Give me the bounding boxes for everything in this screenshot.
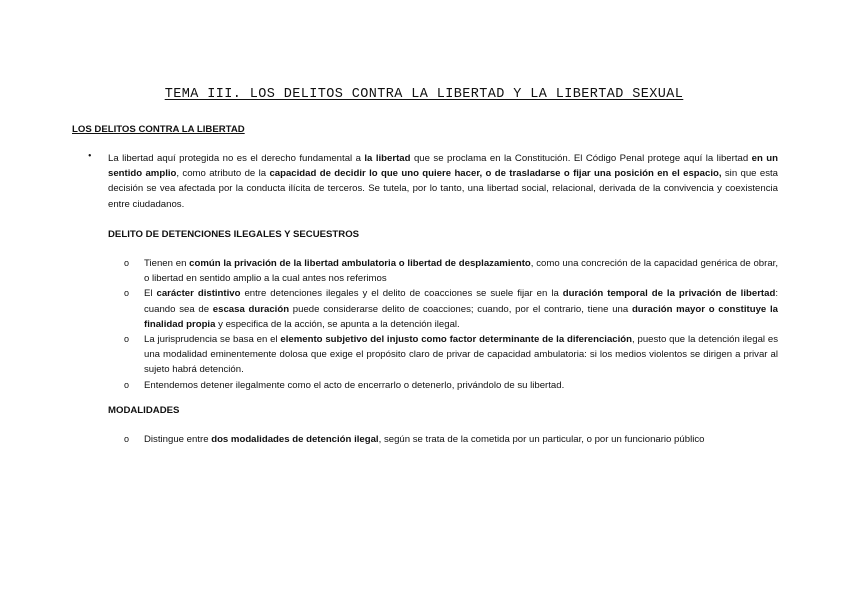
intro-bullet [88,151,778,212]
sub-marker: o [124,258,130,268]
text-run: La libertad aquí protegida no es el derecho fundamental a [108,153,365,164]
text-run: que se proclama en la Constitución. El Código Penal protege aquí la libertad [410,153,752,164]
text-run: entre detenciones ilegales y el delito de coacciones se suele fijar en la [240,288,563,300]
text-run: , como atributo de la [176,168,270,180]
text-run: El [144,288,157,300]
bold-run: capacidad de decidir lo que uno quiere hacer, o de trasladarse o fijar una posición en el espacio, [269,168,722,180]
text-run: , puesto que la detención ilegal es una modalidad eminentemente dolosa que exige el propósito claro de privar de capacidad ambulatoria: si los medios violentos se dirigen a privar al sujeto habrá detención. [144,334,779,376]
text-run: sin que esta decisión se vea afectada por la conducta ilícita de terceros. Se tutela, por lo tanto, una libertad social, relacional, derivada de la convivencia y coexistencia entre ciudadanos. [108,168,778,210]
text-run: puede considerarse delito de coacciones; cuando, por el contrario, tiene una [289,303,632,315]
sub-marker: o [124,288,130,299]
text-run: Distingue entre [144,434,212,445]
bold-run: duración temporal de la privación de libertad [562,288,776,300]
text-run: y especifica de la acción, se apunta a la detención ilegal. [215,318,460,330]
bold-run: común la privación de la libertad ambulatoria o libertad de desplazamiento [189,258,531,269]
list-item [124,286,778,332]
list-item [124,432,778,447]
text-run: , según se trata de la cometida por un particular, o por un funcionario público [378,434,705,445]
section-heading: LOS DELITOS CONTRA LA LIBERTAD [72,124,245,135]
list-item [124,378,778,393]
text-run: Entendemos detener ilegalmente como el acto de encerrarlo o detenerlo, privándolo de su libertad. [144,379,565,391]
text-run: : cuando sea de [144,288,778,315]
text-run: , como una concreción de la capacidad genérica de obrar, o libertad en sentido amplio a la cual antes nos referimos [144,258,778,285]
text-run: La jurisprudencia se basa en el [144,334,281,346]
sub-marker: o [124,379,130,390]
bold-run: dos modalidades de detención ilegal [211,434,379,445]
delito-list [124,256,778,393]
text-run: Tienen en [144,258,190,269]
intro-paragraph [108,151,778,212]
list-item [124,256,778,286]
bold-run: duración mayor o constituye la finalidad propia [144,303,778,330]
bold-run: en un sentido amplio [108,153,778,180]
bold-run: la libertad [364,153,411,164]
sub-marker: o [124,334,130,345]
delito-heading: DELITO DE DETENCIONES ILEGALES Y SECUESTROS [108,229,360,240]
list-item [124,332,778,378]
page-title: TEMA III. LOS DELITOS CONTRA LA LIBERTAD Y LA LIBERTAD SEXUAL [164,87,684,102]
bold-run: carácter distintivo [156,288,241,300]
bullet-marker: • [88,151,92,162]
bold-run: elemento subjetivo del injusto como factor determinante de la diferenciación [280,334,633,346]
modalidades-list [124,432,778,447]
bold-run: escasa duración [212,303,290,315]
modalidades-heading: MODALIDADES [108,405,180,416]
sub-marker: o [124,434,130,444]
